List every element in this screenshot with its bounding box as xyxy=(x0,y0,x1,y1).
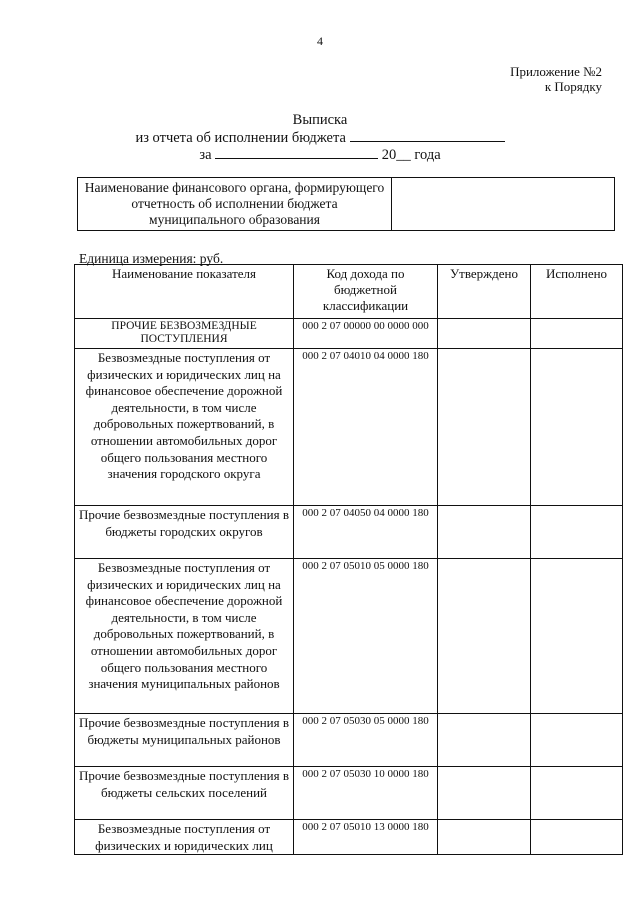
table-header-row xyxy=(75,265,623,319)
page-number: 4 xyxy=(317,34,323,48)
appendix-line-1: Приложение №2 xyxy=(510,64,602,79)
unit-of-measure: Единица измерения: руб. xyxy=(79,251,224,266)
title-report-text: из отчета об исполнении бюджета xyxy=(135,130,346,146)
row-indicator-name: Безвозмездные поступления от физических и юридических лиц на финансовое обеспечение дорожной деятельности, в том числе добровольных пожертвований, в отношении автомобильных дорог общего пользования местного значения муниципальных районов xyxy=(75,559,294,714)
header-executed: Исполнено xyxy=(531,265,623,319)
row-approved-cell[interactable] xyxy=(438,767,531,820)
row-approved-cell[interactable] xyxy=(438,506,531,559)
appendix-reference xyxy=(510,64,602,94)
period-suffix: года xyxy=(414,147,441,163)
row-executed-cell[interactable] xyxy=(531,820,623,855)
table-row xyxy=(75,349,623,506)
row-income-code: 000 2 07 04050 04 0000 180 xyxy=(294,506,438,559)
row-income-code: 000 2 07 05030 05 0000 180 xyxy=(294,714,438,767)
table-row xyxy=(75,767,623,820)
row-approved-cell[interactable] xyxy=(438,319,531,349)
row-income-code: 000 2 07 05010 13 0000 180 xyxy=(294,820,438,855)
row-approved-cell[interactable] xyxy=(438,714,531,767)
period-prefix: за xyxy=(199,147,212,163)
table-row xyxy=(75,319,623,349)
row-approved-cell[interactable] xyxy=(438,820,531,855)
table-row xyxy=(75,506,623,559)
document-title: Выписка xyxy=(292,112,348,128)
row-indicator-name: Прочие безвозмездные поступления в бюджеты сельских поселений xyxy=(75,767,294,820)
row-indicator-name: Прочие безвозмездные поступления в бюджеты городских округов xyxy=(75,506,294,559)
row-indicator-name: ПРОЧИЕ БЕЗВОЗМЕЗДНЫЕ ПОСТУПЛЕНИЯ xyxy=(75,319,294,349)
row-approved-cell[interactable] xyxy=(438,559,531,714)
row-executed-cell[interactable] xyxy=(531,319,623,349)
row-indicator-name: Прочие безвозмездные поступления в бюджеты муниципальных районов xyxy=(75,714,294,767)
budget-name-blank[interactable] xyxy=(350,129,505,142)
table-row xyxy=(75,559,623,714)
row-indicator-name: Безвозмездные поступления от физических и юридических лиц xyxy=(75,820,294,855)
row-income-code: 000 2 07 00000 00 0000 000 xyxy=(294,319,438,349)
row-executed-cell[interactable] xyxy=(531,349,623,506)
row-approved-cell[interactable] xyxy=(438,349,531,506)
finance-org-value[interactable] xyxy=(392,178,615,231)
table-row xyxy=(75,714,623,767)
header-indicator-name: Наименование показателя xyxy=(75,265,294,319)
period-year: 20__ xyxy=(381,147,411,163)
title-period-line xyxy=(0,146,640,164)
row-executed-cell[interactable] xyxy=(531,506,623,559)
header-approved: Утверждено xyxy=(438,265,531,319)
header-income-code: Код дохода по бюджетной классификации xyxy=(294,265,438,319)
period-blank[interactable] xyxy=(215,146,378,159)
row-indicator-name: Безвозмездные поступления от физических и юридических лиц на финансовое обеспечение дорожной деятельности, в том числе добровольных пожертвований, в отношении автомобильных дорог общего пользования местного значения городского округа xyxy=(75,349,294,506)
finance-org-table xyxy=(77,177,615,231)
income-table xyxy=(74,264,623,855)
row-executed-cell[interactable] xyxy=(531,767,623,820)
row-income-code: 000 2 07 04010 04 0000 180 xyxy=(294,349,438,506)
row-income-code: 000 2 07 05010 05 0000 180 xyxy=(294,559,438,714)
row-executed-cell[interactable] xyxy=(531,559,623,714)
appendix-line-2: к Порядку xyxy=(544,79,602,94)
table-row xyxy=(75,820,623,855)
row-executed-cell[interactable] xyxy=(531,714,623,767)
finance-org-label: Наименование финансового органа, формирующего отчетность об исполнении бюджета муниципального образования xyxy=(78,178,392,231)
title-report-line xyxy=(0,129,640,147)
row-income-code: 000 2 07 05030 10 0000 180 xyxy=(294,767,438,820)
